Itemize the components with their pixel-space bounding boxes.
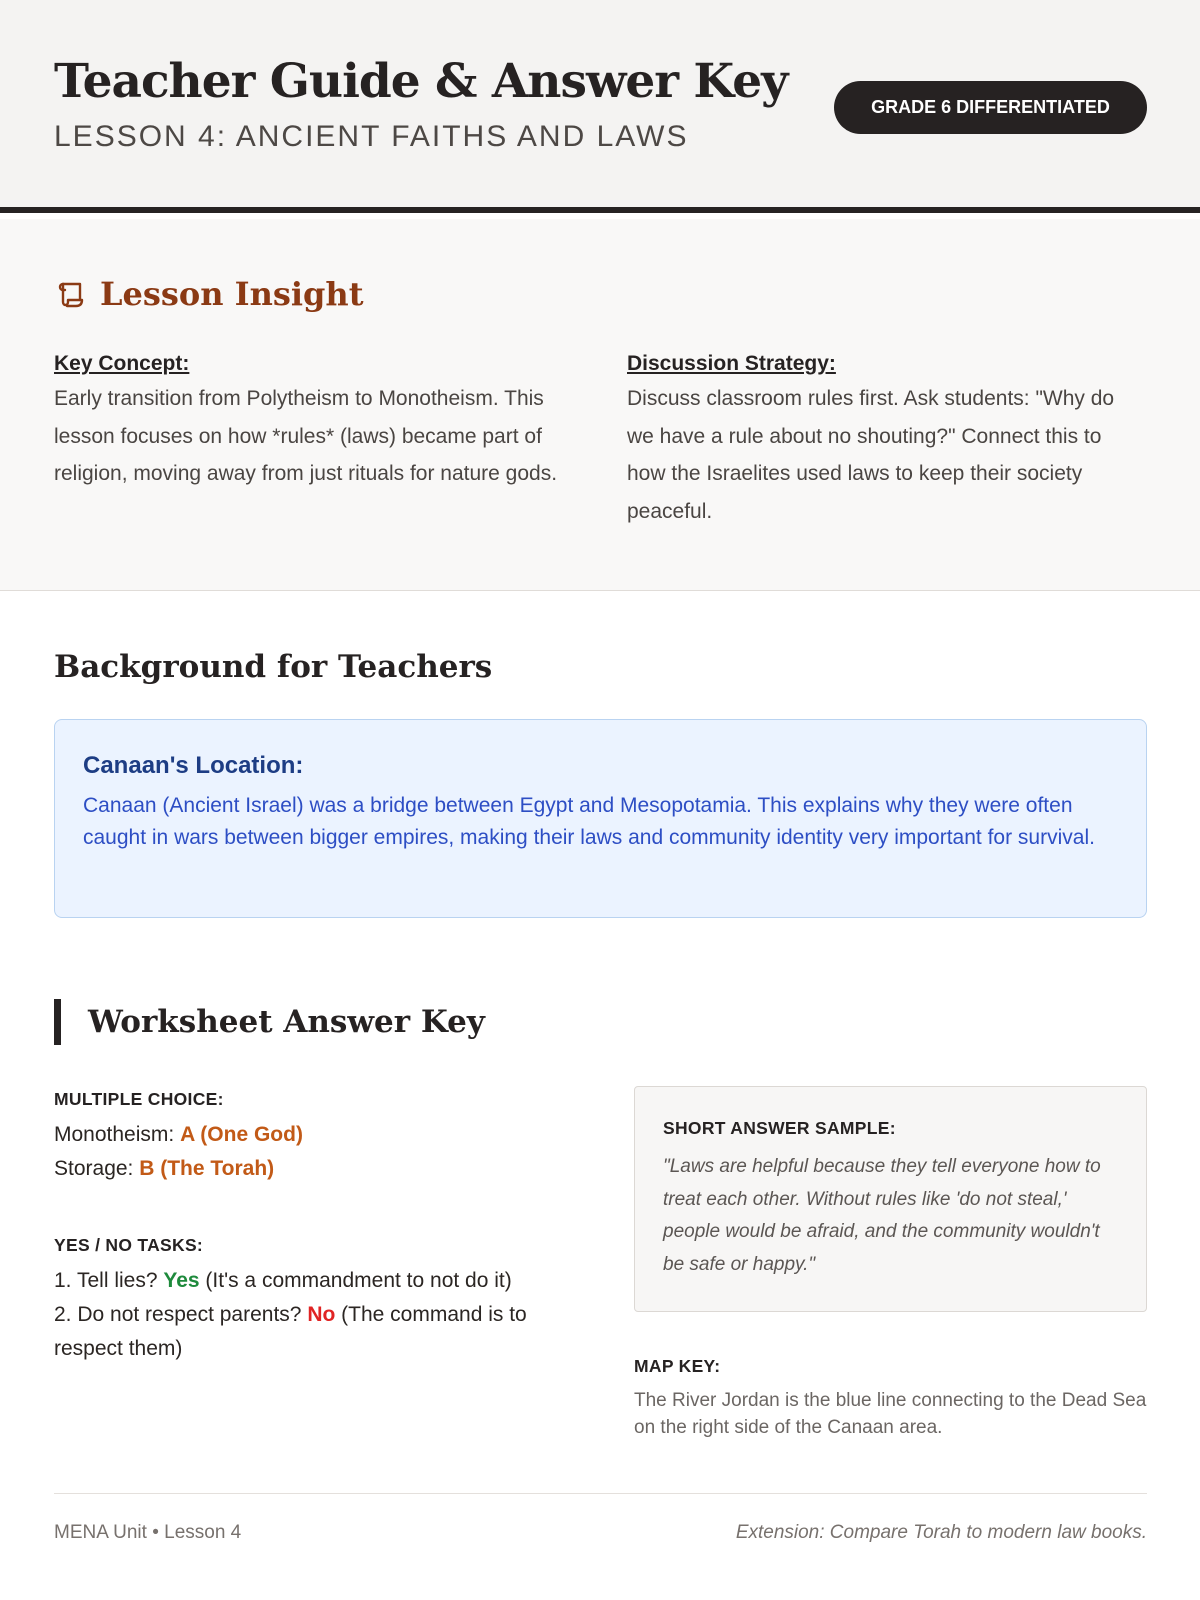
lesson-insight-section <box>0 219 1200 591</box>
footer-unit-label: MENA Unit • Lesson 4 <box>54 1522 242 1543</box>
lesson-insight-title: Lesson Insight <box>100 275 364 313</box>
discussion-strategy-text: Discuss classroom rules first. Ask students: "Why do we have a rule about no shouting?" Connect this to how the Israelites used laws to keep their society peaceful. <box>627 387 1115 523</box>
header <box>0 0 1200 213</box>
callout-title: Canaan's Location: <box>83 752 304 779</box>
footer-extension-note: Extension: Compare Torah to modern law books. <box>735 1522 1147 1543</box>
key-concept-label: Key Concept: <box>54 352 190 375</box>
scroll-icon <box>54 278 86 310</box>
discussion-strategy-block <box>627 348 1139 530</box>
lesson-subtitle: LESSON 4: ANCIENT FAITHS AND LAWS <box>54 120 689 153</box>
key-concept-text: Early transition from Polytheism to Monotheism. This lesson focuses on how *rules* (laws) became part of religion, moving away from just rituals for nature gods. <box>54 387 558 485</box>
list-item <box>54 1152 574 1186</box>
answer-key-title: Worksheet Answer Key <box>88 1004 485 1040</box>
map-key-label: MAP KEY: <box>634 1356 721 1376</box>
multiple-choice-label: MULTIPLE CHOICE: <box>54 1089 224 1109</box>
map-key-block <box>634 1353 1147 1441</box>
background-title: Background for Teachers <box>54 649 493 685</box>
mc-answer: B (The Torah) <box>139 1157 275 1180</box>
list-item <box>54 1264 574 1298</box>
yn-answer-yes: Yes <box>163 1269 200 1292</box>
yn-answer-no: No <box>307 1303 336 1326</box>
canaan-location-callout <box>54 719 1147 918</box>
mc-question: Storage: <box>54 1157 134 1180</box>
callout-text: Canaan (Ancient Israel) was a bridge between Egypt and Mesopotamia. This explains why they were often caught in wars between bigger empires, making their laws and community identity very important for survival. <box>83 794 1095 849</box>
yes-no-block <box>54 1232 574 1366</box>
lesson-insight-heading <box>54 275 363 313</box>
answer-key-left-column <box>54 1086 574 1366</box>
short-answer-text: "Laws are helpful because they tell everyone how to treat each other. Without rules like 'do not steal,' people would be afraid, and the community wouldn't be safe or happy." <box>663 1156 1101 1275</box>
list-item <box>54 1118 574 1152</box>
short-answer-sample-box <box>634 1086 1147 1312</box>
multiple-choice-block <box>54 1086 574 1186</box>
key-concept-block <box>54 348 566 493</box>
yn-prompt: 2. Do not respect parents? <box>54 1303 302 1326</box>
mc-answer: A (One God) <box>180 1123 303 1146</box>
mc-question: Monotheism: <box>54 1123 175 1146</box>
yn-note: (It's a commandment to not do it) <box>205 1269 512 1292</box>
footer-divider <box>54 1493 1147 1494</box>
yn-note: (The command is to respect them) <box>54 1303 527 1360</box>
grade-badge: GRADE 6 DIFFERENTIATED <box>834 81 1147 134</box>
yes-no-label: YES / NO TASKS: <box>54 1235 204 1255</box>
list-item <box>54 1298 574 1366</box>
map-key-text: The River Jordan is the blue line connecting to the Dead Sea on the right side of the Canaan area. <box>634 1390 1147 1438</box>
short-answer-label: SHORT ANSWER SAMPLE: <box>663 1118 896 1138</box>
yn-prompt: 1. Tell lies? <box>54 1269 158 1292</box>
discussion-strategy-label: Discussion Strategy: <box>627 352 836 375</box>
answer-key-heading <box>54 999 485 1045</box>
page-title: Teacher Guide & Answer Key <box>54 54 788 109</box>
